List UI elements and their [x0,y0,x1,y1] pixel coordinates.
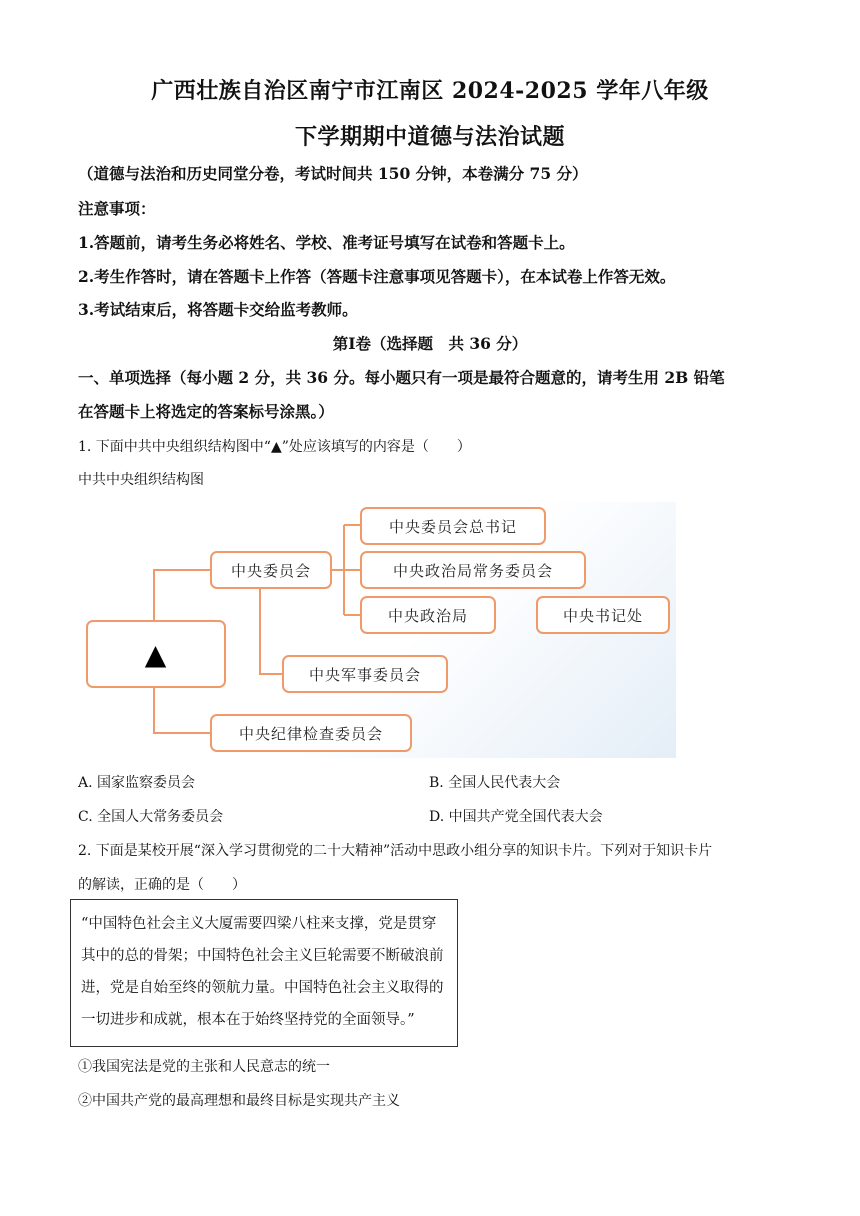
notes-item-2: 2.考生作答时，请在答题卡上作答（答题卡注意事项见答题卡），在本试卷上作答无效。 [78,267,676,286]
part-instructions-line2: 在答题卡上将选定的答案标号涂黑。） [78,402,334,421]
notes-heading: 注意事项： [78,199,156,218]
discipline-commission-node: 中央纪律检查委员会 [210,714,412,752]
central-committee-node: 中央委员会 [210,551,332,589]
q1-chart-caption: 中共中央组织结构图 [78,472,204,488]
exam-subtitle: （道德与法治和历史同堂分卷，考试时间共 150 分钟，本卷满分 75 分） [78,164,588,183]
org-chart [78,502,676,758]
q1-option-d: D. 中国共产党全国代表大会 [429,809,603,825]
notes-item-1: 1.答题前，请考生务必将姓名、学校、准考证号填写在试卷和答题卡上。 [78,233,575,252]
q1-stem: 1. 下面中共中央组织结构图中“▲”处应该填写的内容是（ ） [78,439,471,455]
secretariat-node: 中央书记处 [536,596,670,634]
part-instructions-line1: 一、单项选择（每小题 2 分，共 36 分。每小题只有一项是最符合题意的，请考生用 2B 铅笔 [78,368,725,387]
root-node-blank: ▲ [86,620,226,688]
q1-option-b: B. 全国人民代表大会 [429,775,561,791]
page-title-line1: 广西壮族自治区南宁市江南区 2024-2025 学年八年级 [151,78,709,104]
volume-title: 第Ⅰ卷（选择题 共 36 分） [332,334,528,353]
notes-item-3: 3.考试结束后，将答题卡交给监考教师。 [78,300,358,319]
q2-statement-1: ①我国宪法是党的主张和人民意志的统一 [78,1059,330,1075]
politburo-node: 中央政治局 [360,596,496,634]
q1-option-c: C. 全国人大常务委员会 [78,809,224,825]
military-commission-node: 中央军事委员会 [282,655,448,693]
knowledge-card-quote: “中国特色社会主义大厦需要四梁八柱来支撑，党是贯穿其中的总的骨架；中国特色社会主义巨轮需要不断破浪前进，党是自始至终的领航力量。中国特色社会主义取得的一切进步和成就，根本在于始终坚持党的全面领导。” [70,899,458,1047]
q2-statement-2: ②中国共产党的最高理想和最终目标是实现共产主义 [78,1093,400,1109]
standing-committee-node: 中央政治局常务委员会 [360,551,586,589]
q2-stem-line1: 2. 下面是某校开展“深入学习贯彻党的二十大精神”活动中思政小组分享的知识卡片。下列对于知识卡片 [78,843,713,859]
general-secretary-node: 中央委员会总书记 [360,507,546,545]
q2-stem-line2: 的解读，正确的是（ ） [78,877,246,893]
page-title-line2: 下学期期中道德与法治试题 [294,124,565,150]
q1-option-a: A. 国家监察委员会 [78,775,196,791]
